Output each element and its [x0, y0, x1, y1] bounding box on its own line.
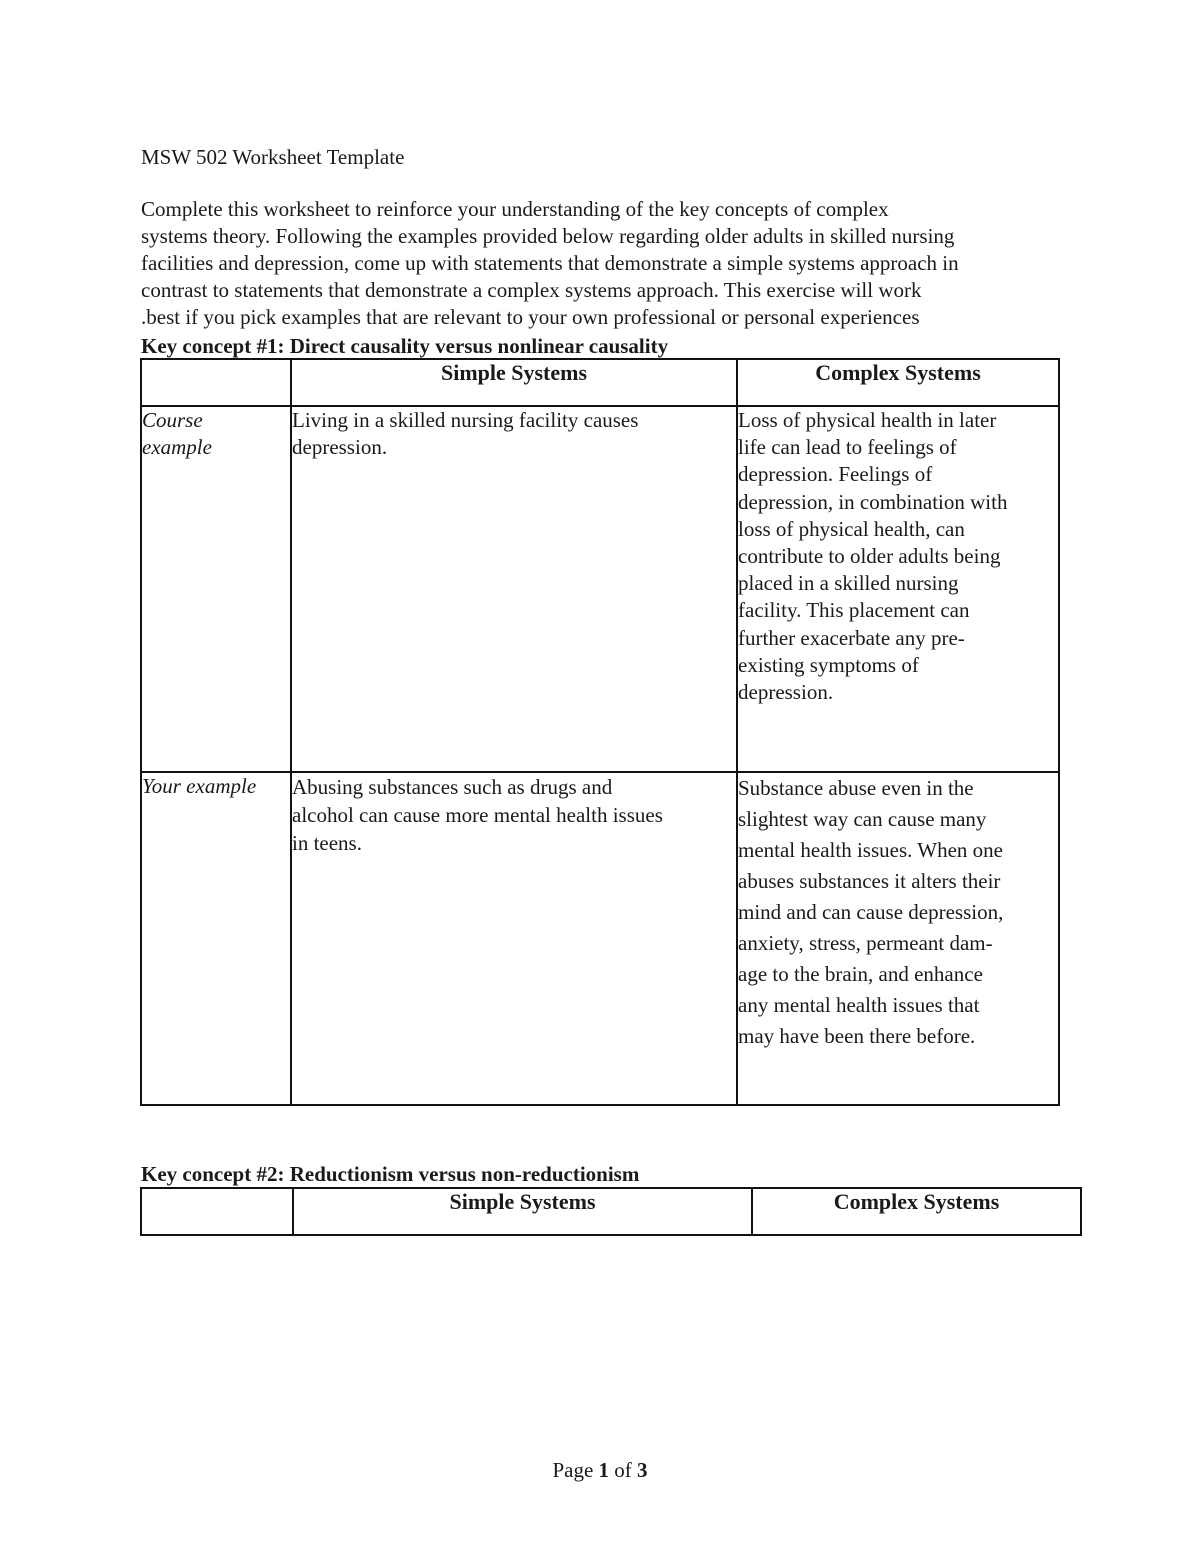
label-line: Your example [142, 774, 257, 798]
intro-line: systems theory. Following the examples provided below regarding older adults in skilled nursing [141, 224, 955, 248]
cell-line: Living in a skilled nursing facility causes [292, 408, 639, 432]
your-example-simple-cell[interactable] [291, 772, 737, 1105]
cell-line: anxiety, stress, permeant dam- [738, 931, 993, 955]
cell-line: slightest way can cause many [738, 807, 987, 831]
intro-paragraph [141, 196, 1076, 331]
key-concept-1-table [140, 358, 1060, 1106]
cell-line: depression. Feelings of [738, 462, 933, 487]
cell-line: abuses substances it alters their [738, 869, 1001, 893]
row-label-header [141, 359, 291, 406]
label-line: Course [142, 408, 203, 432]
total-pages-number: 3 [637, 1458, 648, 1482]
intro-line: .best if you pick examples that are relevant to your own professional or personal experiences [141, 305, 920, 329]
intro-line: facilities and depression, come up with statements that demonstrate a simple systems approach in [141, 251, 959, 275]
cell-line: alcohol can cause more mental health issues [292, 803, 663, 827]
cell-line: depression. [292, 435, 388, 460]
course-example-row [141, 406, 1059, 772]
your-example-label [141, 772, 291, 1105]
key-concept-2-table [140, 1187, 1082, 1236]
cell-line: Substance abuse even in the [738, 776, 974, 800]
page-footer [0, 1457, 1200, 1483]
complex-systems-header: Complex Systems [752, 1188, 1081, 1235]
cell-line: mental health issues. When one [738, 838, 1003, 862]
course-example-simple-cell [291, 406, 737, 772]
intro-line: Complete this worksheet to reinforce your understanding of the key concepts of complex [141, 197, 889, 221]
cell-line: existing symptoms of [738, 652, 919, 677]
cell-line: Loss of physical health in later [738, 408, 997, 432]
document-title: MSW 502 Worksheet Template [141, 145, 405, 169]
cell-line: depression, in combination with [738, 489, 1008, 514]
cell-line: mind and can cause depression, [738, 900, 1004, 924]
label-line: example [142, 435, 212, 460]
your-example-row [141, 772, 1059, 1105]
of-word: of [614, 1458, 632, 1482]
your-example-complex-cell[interactable] [737, 772, 1059, 1105]
key-concept-2-heading: Key concept #2: Reductionism versus non-reductionism [141, 1162, 640, 1186]
course-example-complex-cell [737, 406, 1059, 772]
simple-systems-header: Simple Systems [293, 1188, 752, 1235]
table-header-row [141, 359, 1059, 406]
cell-line: may have been there before. [738, 1024, 976, 1048]
cell-line: facility. This placement can [738, 598, 970, 623]
cell-line: further exacerbate any pre- [738, 625, 965, 650]
cell-line: in teens. [292, 831, 362, 855]
complex-systems-header: Complex Systems [737, 359, 1059, 406]
cell-line: placed in a skilled nursing [738, 571, 959, 596]
cell-line: loss of physical health, can [738, 516, 965, 541]
cell-line: contribute to older adults being [738, 544, 1001, 569]
cell-line: depression. [738, 680, 834, 705]
cell-line: age to the brain, and enhance [738, 962, 983, 986]
cell-line: life can lead to feelings of [738, 435, 957, 460]
page-word: Page [552, 1458, 594, 1482]
row-label-header [141, 1188, 293, 1235]
intro-line: contrast to statements that demonstrate a complex systems approach. This exercise will work [141, 278, 922, 302]
simple-systems-header: Simple Systems [291, 359, 737, 406]
cell-line: any mental health issues that [738, 993, 980, 1017]
current-page-number: 1 [598, 1458, 610, 1482]
key-concept-1-heading: Key concept #1: Direct causality versus nonlinear causality [141, 334, 669, 358]
cell-line: Abusing substances such as drugs and [292, 775, 613, 799]
table-header-row [141, 1188, 1081, 1235]
course-example-label [141, 406, 291, 772]
